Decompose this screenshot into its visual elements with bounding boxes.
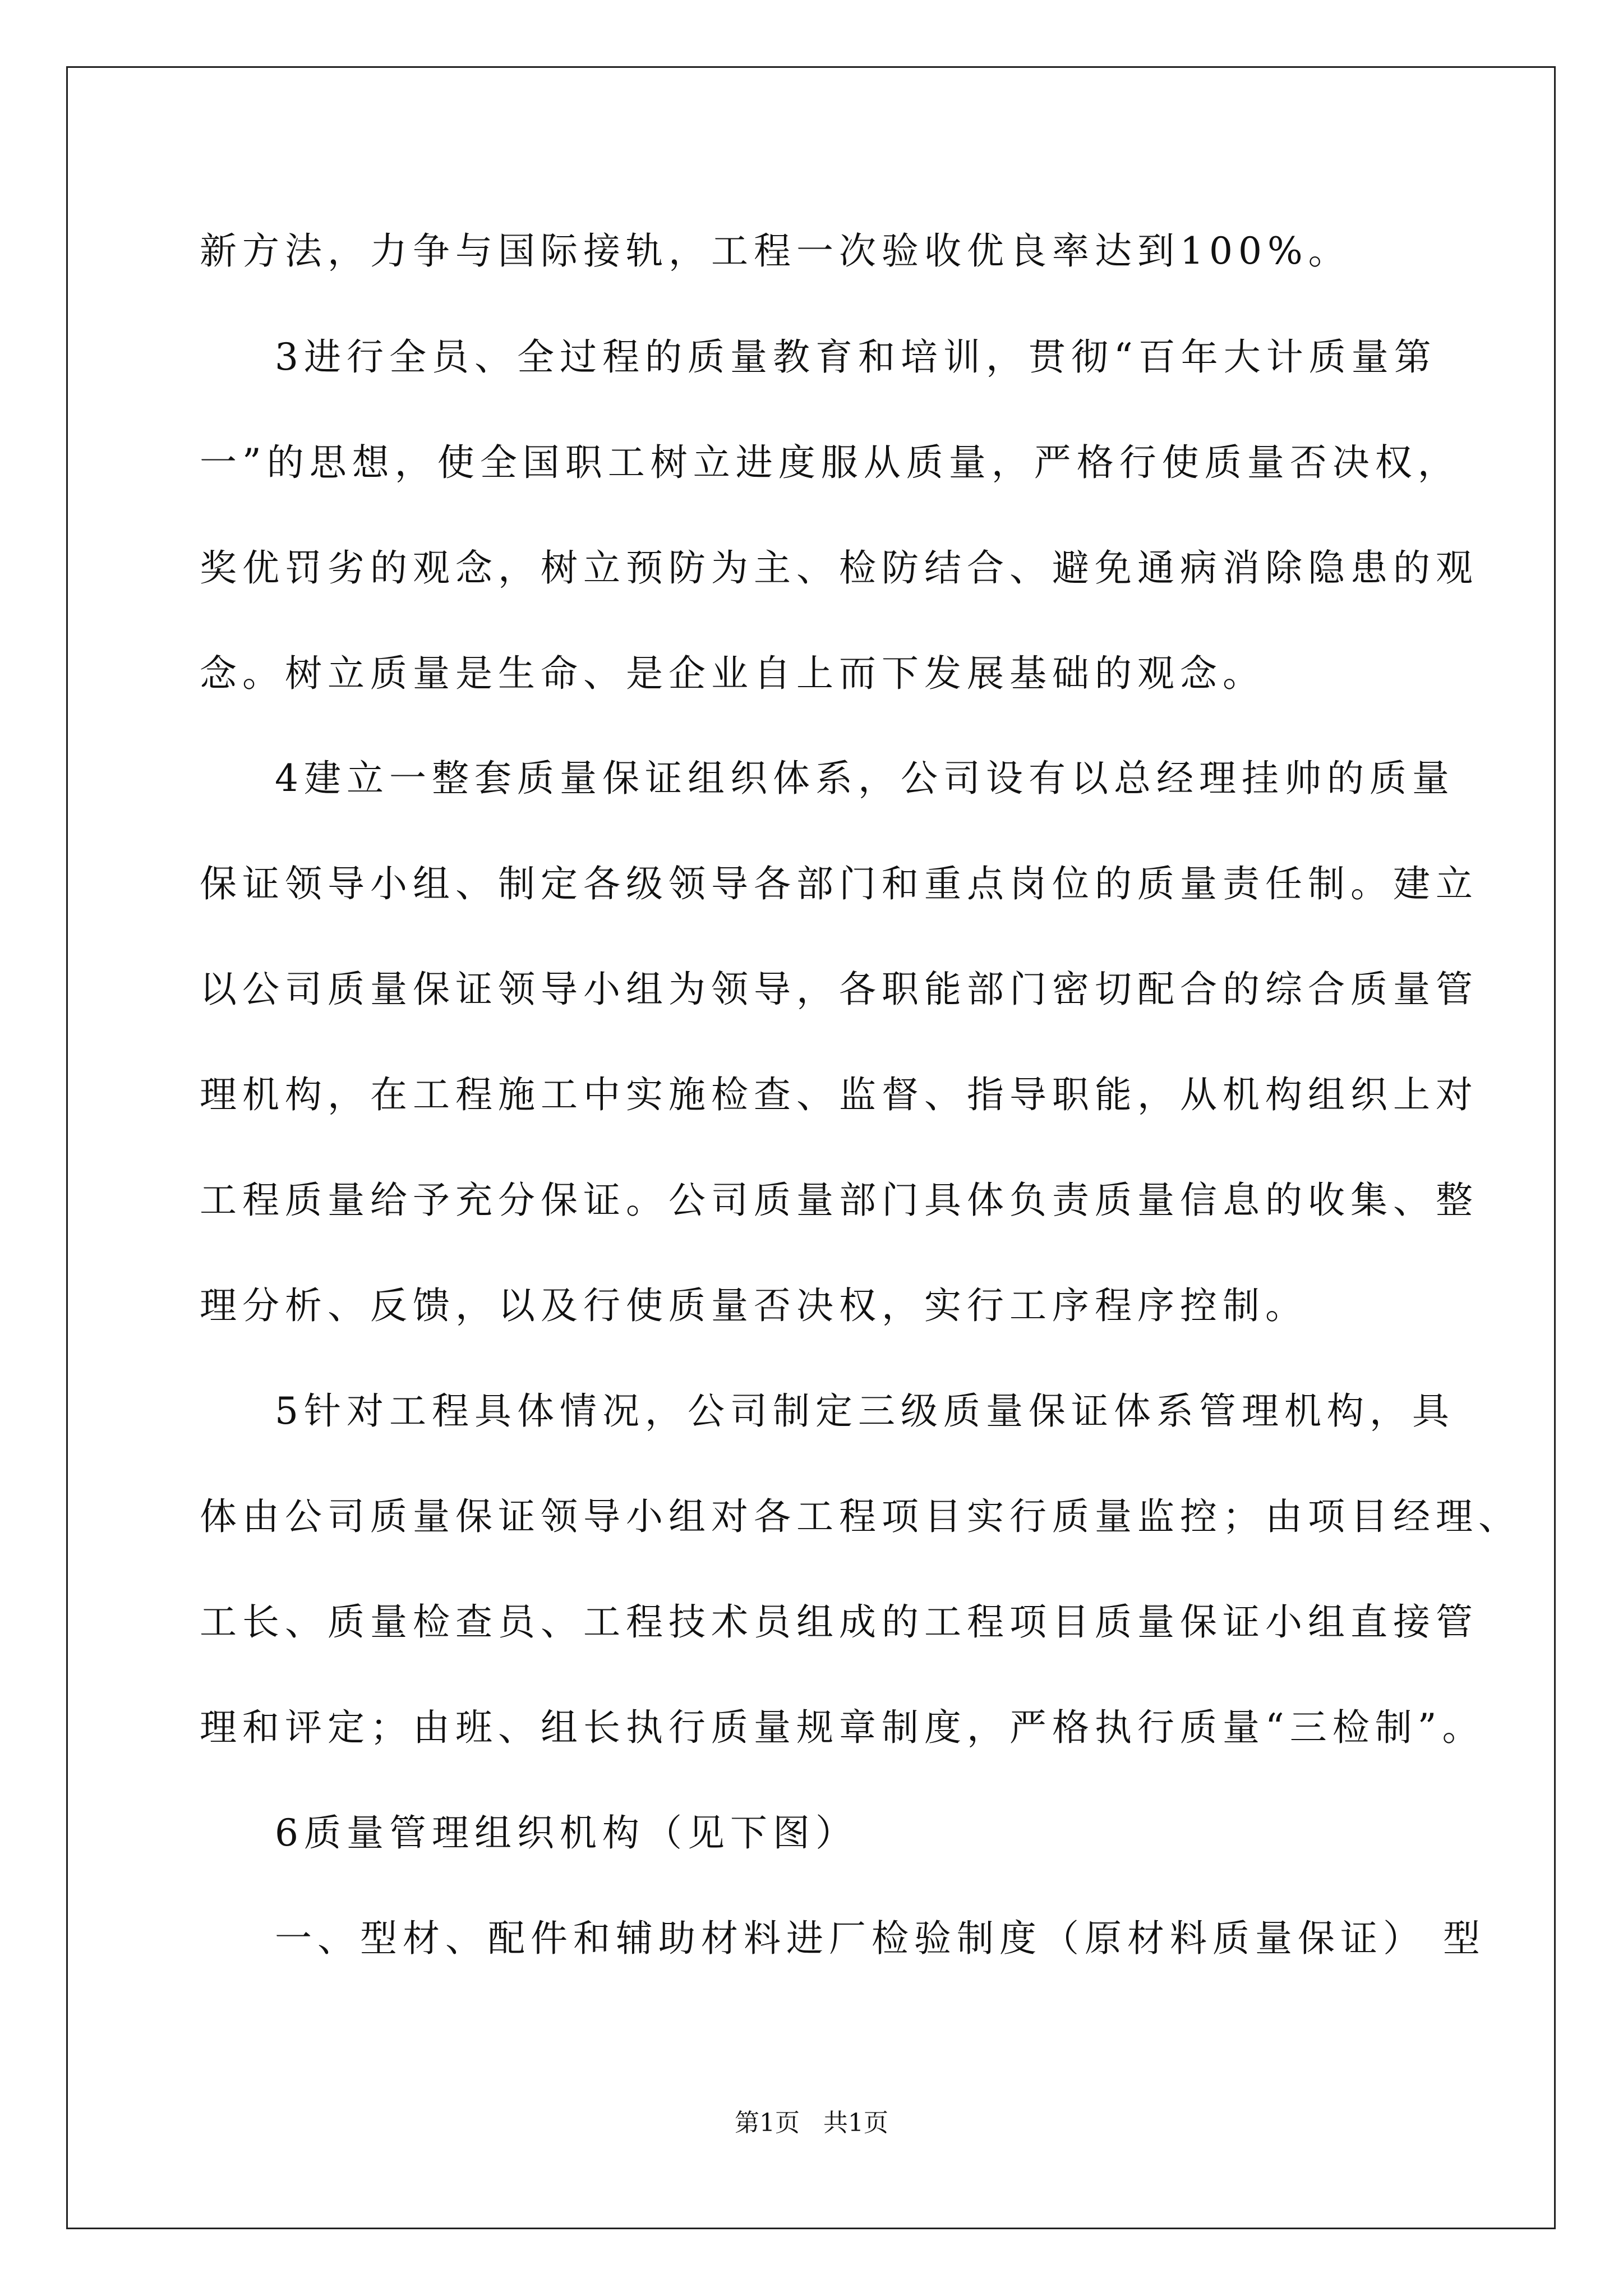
text-line-8: 以公司质量保证领导小组为领导，各职能部门密切配合的综合质量管 (200, 968, 1478, 1011)
text-line-2: 3进行全员、全过程的质量教育和培训，贯彻“百年大计质量第 (275, 335, 1437, 379)
text-line-7: 保证领导小组、制定各级领导各部门和重点岗位的质量责任制。建立 (200, 862, 1478, 905)
text-line-14: 工长、质量检查员、工程技术员组成的工程项目质量保证小组直接管 (200, 1600, 1478, 1644)
text-line-12: 5针对工程具体情况，公司制定三级质量保证体系管理机构，具 (275, 1389, 1455, 1433)
text-line-17: 一、型材、配件和辅助材料进厂检验制度（原材料质量保证） 型 (275, 1917, 1486, 1960)
text-line-16: 6质量管理组织机构（见下图） (275, 1811, 858, 1855)
text-line-11: 理分析、反馈，以及行使质量否决权，实行工序程序控制。 (200, 1284, 1308, 1327)
text-line-10: 工程质量给予充分保证。公司质量部门具体负责质量信息的收集、整 (200, 1179, 1478, 1222)
text-line-6: 4建立一整套质量保证组织体系，公司设有以总经理挂帅的质量 (275, 757, 1455, 800)
text-line-4: 奖优罚劣的观念，树立预防为主、检防结合、避免通病消除隐患的观 (200, 546, 1478, 590)
text-line-1: 新方法，力争与国际接轨，工程一次验收优良率达到100%。 (200, 229, 1351, 273)
text-line-15: 理和评定；由班、组长执行质量规章制度，严格执行质量“三检制”。 (200, 1706, 1485, 1749)
text-line-9: 理机构，在工程施工中实施检查、监督、指导职能，从机构组织上对 (200, 1073, 1478, 1116)
text-line-3: 一”的思想，使全国职工树立进度服从质量，严格行使质量否决权， (200, 441, 1460, 484)
page-footer: 第1页 共1页 (735, 2109, 888, 2137)
text-line-13: 体由公司质量保证领导小组对各工程项目实行质量监控；由项目经理、 (200, 1495, 1521, 1538)
page-border (66, 66, 1556, 2229)
text-line-5: 念。树立质量是生命、是企业自上而下发展基础的观念。 (200, 652, 1265, 695)
